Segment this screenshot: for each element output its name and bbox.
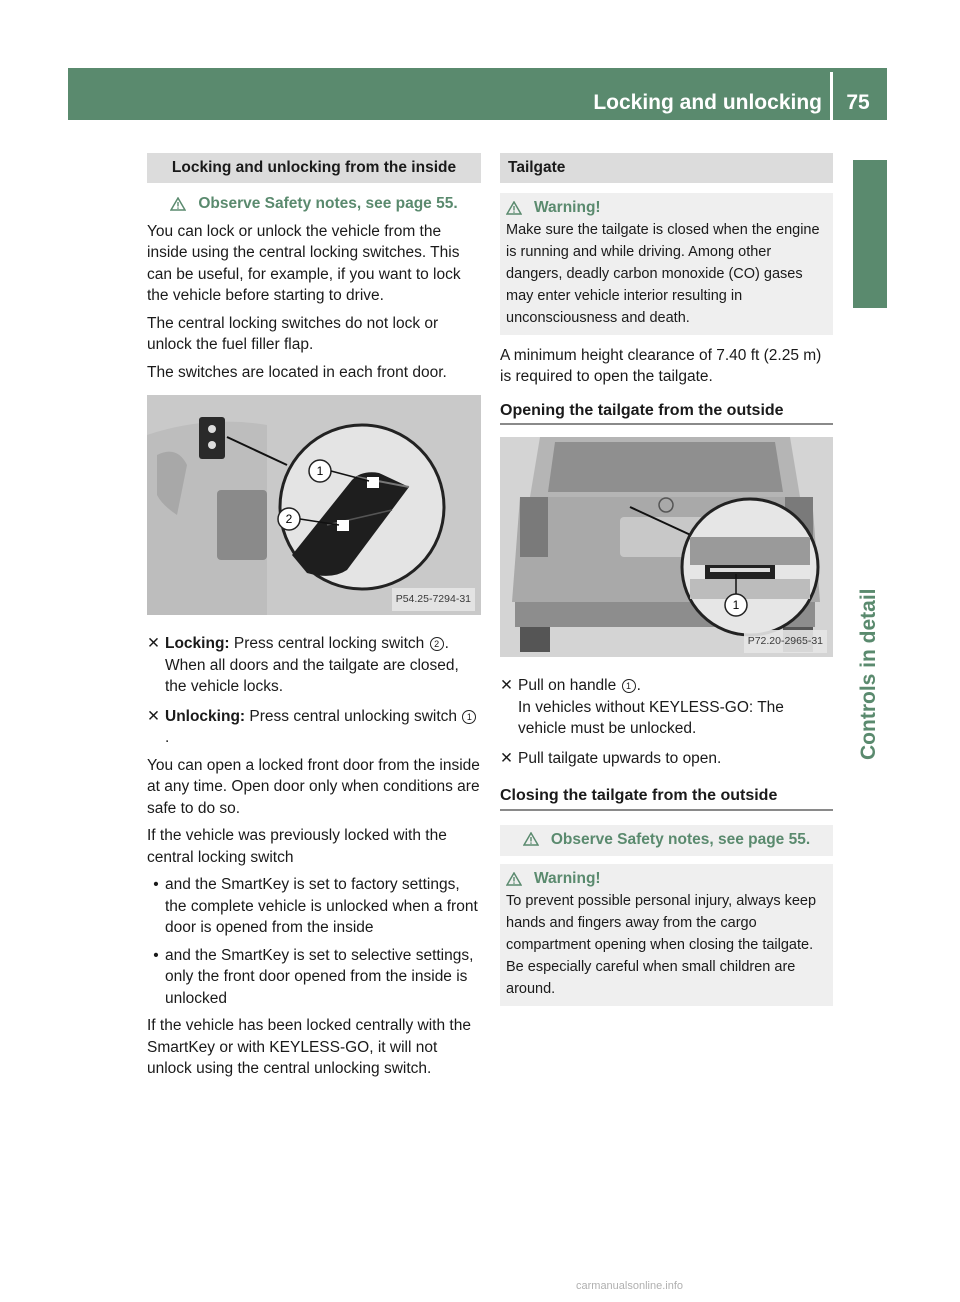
step-label: Unlocking:: [165, 707, 246, 725]
instruction-step: ✕ Unlocking: Press central unlocking switch 1.: [147, 706, 481, 749]
paragraph: If the vehicle has been locked centrally with the SmartKey or with KEYLESS-GO, it will not unlock using the central unlocking switch.: [147, 1017, 471, 1077]
right-column: [500, 153, 833, 1014]
callout-number: 1: [622, 679, 636, 693]
bullet-icon: •: [153, 876, 159, 893]
tailgate-illustration: [500, 437, 833, 657]
side-label: Controls in detail: [857, 588, 880, 760]
header-separator: [830, 72, 833, 120]
warning-triangle-icon: [523, 832, 539, 846]
safety-note-text: Observe Safety notes, see page 55.: [198, 195, 458, 212]
step-label: Locking:: [165, 635, 230, 652]
warning-box: [500, 864, 833, 1006]
warning-triangle-icon: [506, 872, 522, 886]
figure-callout: 1: [732, 598, 740, 612]
paragraph: The central locking switches do not lock or unlock the fuel filler flap.: [147, 314, 439, 353]
section-title: Locking and unlocking from the inside: [147, 153, 481, 183]
safety-note: [147, 193, 481, 215]
left-column: [147, 153, 481, 1086]
subheading: Opening the tailgate from the outside: [500, 400, 833, 426]
callout-number: 1: [462, 710, 476, 724]
paragraph: If the vehicle was previously locked with the central locking switch: [147, 827, 447, 866]
page-number: 75: [846, 91, 870, 114]
paragraph: You can open a locked front door from the inside at any time. Open door only when conditions are safe to do so.: [147, 756, 480, 817]
warning-body: Make sure the tailgate is closed when the engine is running and while driving. Among other dangers, deadly carbon monoxide (CO) gases may enter vehicle interior resulting in unconsciousness and death.: [506, 221, 820, 326]
tailgate-figure: [500, 437, 833, 657]
side-tab: [853, 160, 887, 308]
x-step-icon: ✕: [147, 635, 160, 652]
warning-title: Warning!: [534, 199, 601, 216]
header-title: Locking and unlocking: [593, 91, 822, 114]
figure-callout: 1: [316, 464, 324, 478]
paragraph: The switches are located in each front door.: [147, 363, 447, 381]
paragraph: A minimum height clearance of 7.40 ft (2.25 m) is required to open the tailgate.: [500, 346, 822, 385]
warning-triangle-icon: [506, 201, 522, 215]
warning-box: [500, 193, 833, 335]
section-title: Tailgate: [500, 153, 833, 183]
paragraph: You can lock or unlock the vehicle from the inside using the central locking switches. This can be useful, for example, if you want to lock the vehicle before starting to drive.: [147, 222, 461, 304]
x-step-icon: ✕: [500, 677, 513, 694]
list-item: • and the SmartKey is set to factory settings, the complete vehicle is unlocked when a front door is opened from the inside: [147, 874, 481, 939]
subheading: Closing the tailgate from the outside: [500, 785, 833, 811]
instruction-step: ✕ Locking: Press central locking switch 2 . When all doors and the tailgate are closed, the vehicle locks.: [147, 633, 481, 698]
instruction-step: ✕ Pull on handle 1 . In vehicles without KEYLESS-GO: The vehicle must be unlocked.: [500, 675, 833, 740]
x-step-icon: ✕: [500, 749, 513, 767]
figure-code: P54.25-7294-31: [392, 588, 475, 612]
watermark: carmanualsonline.info: [576, 1280, 684, 1292]
door-switch-figure: [147, 395, 481, 615]
list-item: • and the SmartKey is set to selective settings, only the front door opened from the inside is unlocked: [147, 945, 481, 1010]
warning-triangle-icon: [170, 197, 186, 211]
figure-code: P72.20-2965-31: [744, 630, 827, 654]
callout-number: 2: [430, 637, 444, 651]
door-switch-illustration: [147, 395, 481, 615]
instruction-step: ✕ Pull tailgate upwards to open.: [500, 748, 833, 770]
safety-note-box: [500, 825, 833, 857]
x-step-icon: ✕: [147, 707, 160, 725]
warning-body: To prevent possible personal injury, always keep hands and fingers away from the cargo compartment opening when closing the tailgate. Be especially careful when small children are around.: [506, 892, 817, 997]
safety-note-text: Observe Safety notes, see page 55.: [550, 830, 811, 848]
bullet-icon: •: [153, 946, 159, 964]
warning-title: Warning!: [534, 870, 601, 887]
figure-callout: 2: [285, 512, 293, 526]
